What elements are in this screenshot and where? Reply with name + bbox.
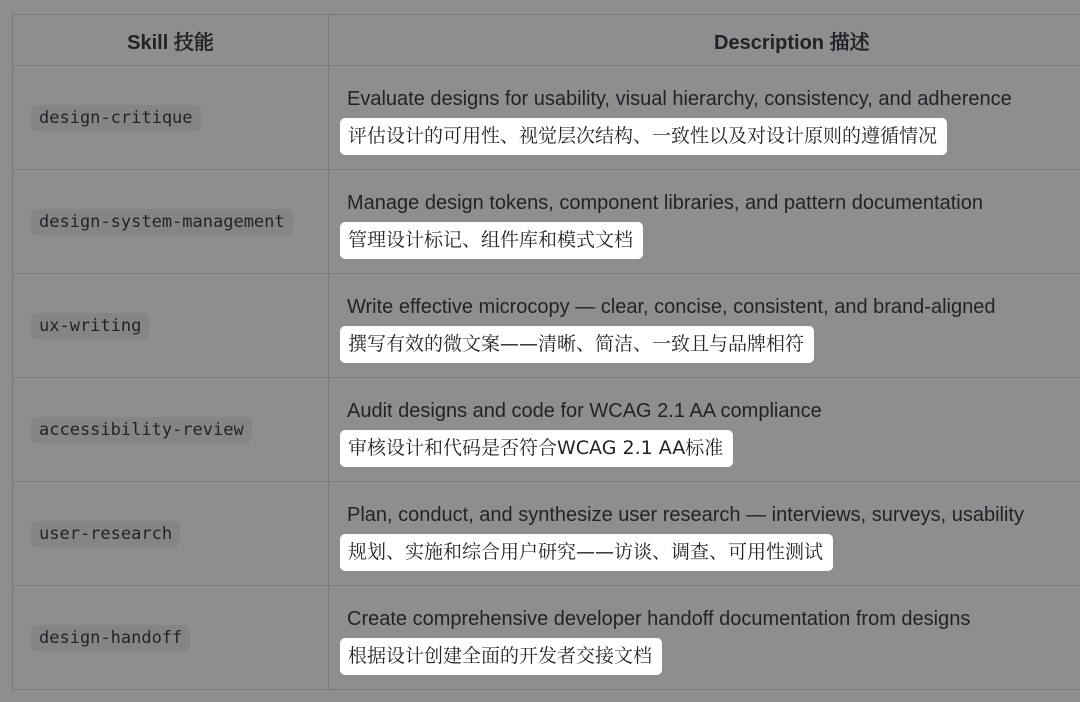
description-cell: [329, 170, 1080, 274]
description-chinese: 根据设计创建全面的开发者交接文档: [340, 638, 662, 675]
description-english: Create comprehensive developer handoff documentation from designs: [347, 608, 971, 630]
description-english: Manage design tokens, component libraries, and pattern documentation: [347, 192, 983, 214]
description-chinese: 规划、实施和综合用户研究——访谈、调查、可用性测试: [340, 534, 833, 571]
skill-cell: [13, 378, 329, 482]
table-row: [13, 378, 1080, 482]
skill-code: ux-writing: [31, 313, 149, 339]
description-english: Plan, conduct, and synthesize user research — interviews, surveys, usability: [347, 504, 1024, 526]
skill-code: design-critique: [31, 105, 201, 131]
table-row: [13, 482, 1080, 586]
description-english: Write effective microcopy — clear, concise, consistent, and brand-aligned: [347, 296, 996, 318]
table-row: [13, 170, 1080, 274]
column-header-description: Description 描述: [329, 15, 1080, 66]
skill-cell: [13, 170, 329, 274]
description-cell: [329, 66, 1080, 170]
skill-code: user-research: [31, 521, 180, 547]
column-header-skill: Skill 技能: [13, 15, 329, 66]
description-chinese: 评估设计的可用性、视觉层次结构、一致性以及对设计原则的遵循情况: [340, 118, 947, 155]
description-cell: [329, 378, 1080, 482]
description-cell: [329, 274, 1080, 378]
description-chinese: 审核设计和代码是否符合WCAG 2.1 AA标准: [340, 430, 733, 467]
skill-code: accessibility-review: [31, 417, 252, 443]
description-chinese: 管理设计标记、组件库和模式文档: [340, 222, 643, 259]
skill-code: design-handoff: [31, 625, 190, 651]
description-cell: [329, 586, 1080, 690]
skill-cell: [13, 66, 329, 170]
description-cell: [329, 482, 1080, 586]
skill-cell: [13, 482, 329, 586]
skill-cell: [13, 274, 329, 378]
skill-code: design-system-management: [31, 209, 293, 235]
skills-table: [12, 14, 1080, 690]
description-chinese: 撰写有效的微文案——清晰、简洁、一致且与品牌相符: [340, 326, 814, 363]
skill-cell: [13, 586, 329, 690]
table-row: [13, 66, 1080, 170]
table-row: [13, 274, 1080, 378]
description-english: Audit designs and code for WCAG 2.1 AA compliance: [347, 400, 822, 422]
description-english: Evaluate designs for usability, visual hierarchy, consistency, and adherence: [347, 88, 1012, 110]
table-header-row: [13, 15, 1080, 66]
table-row: [13, 586, 1080, 690]
